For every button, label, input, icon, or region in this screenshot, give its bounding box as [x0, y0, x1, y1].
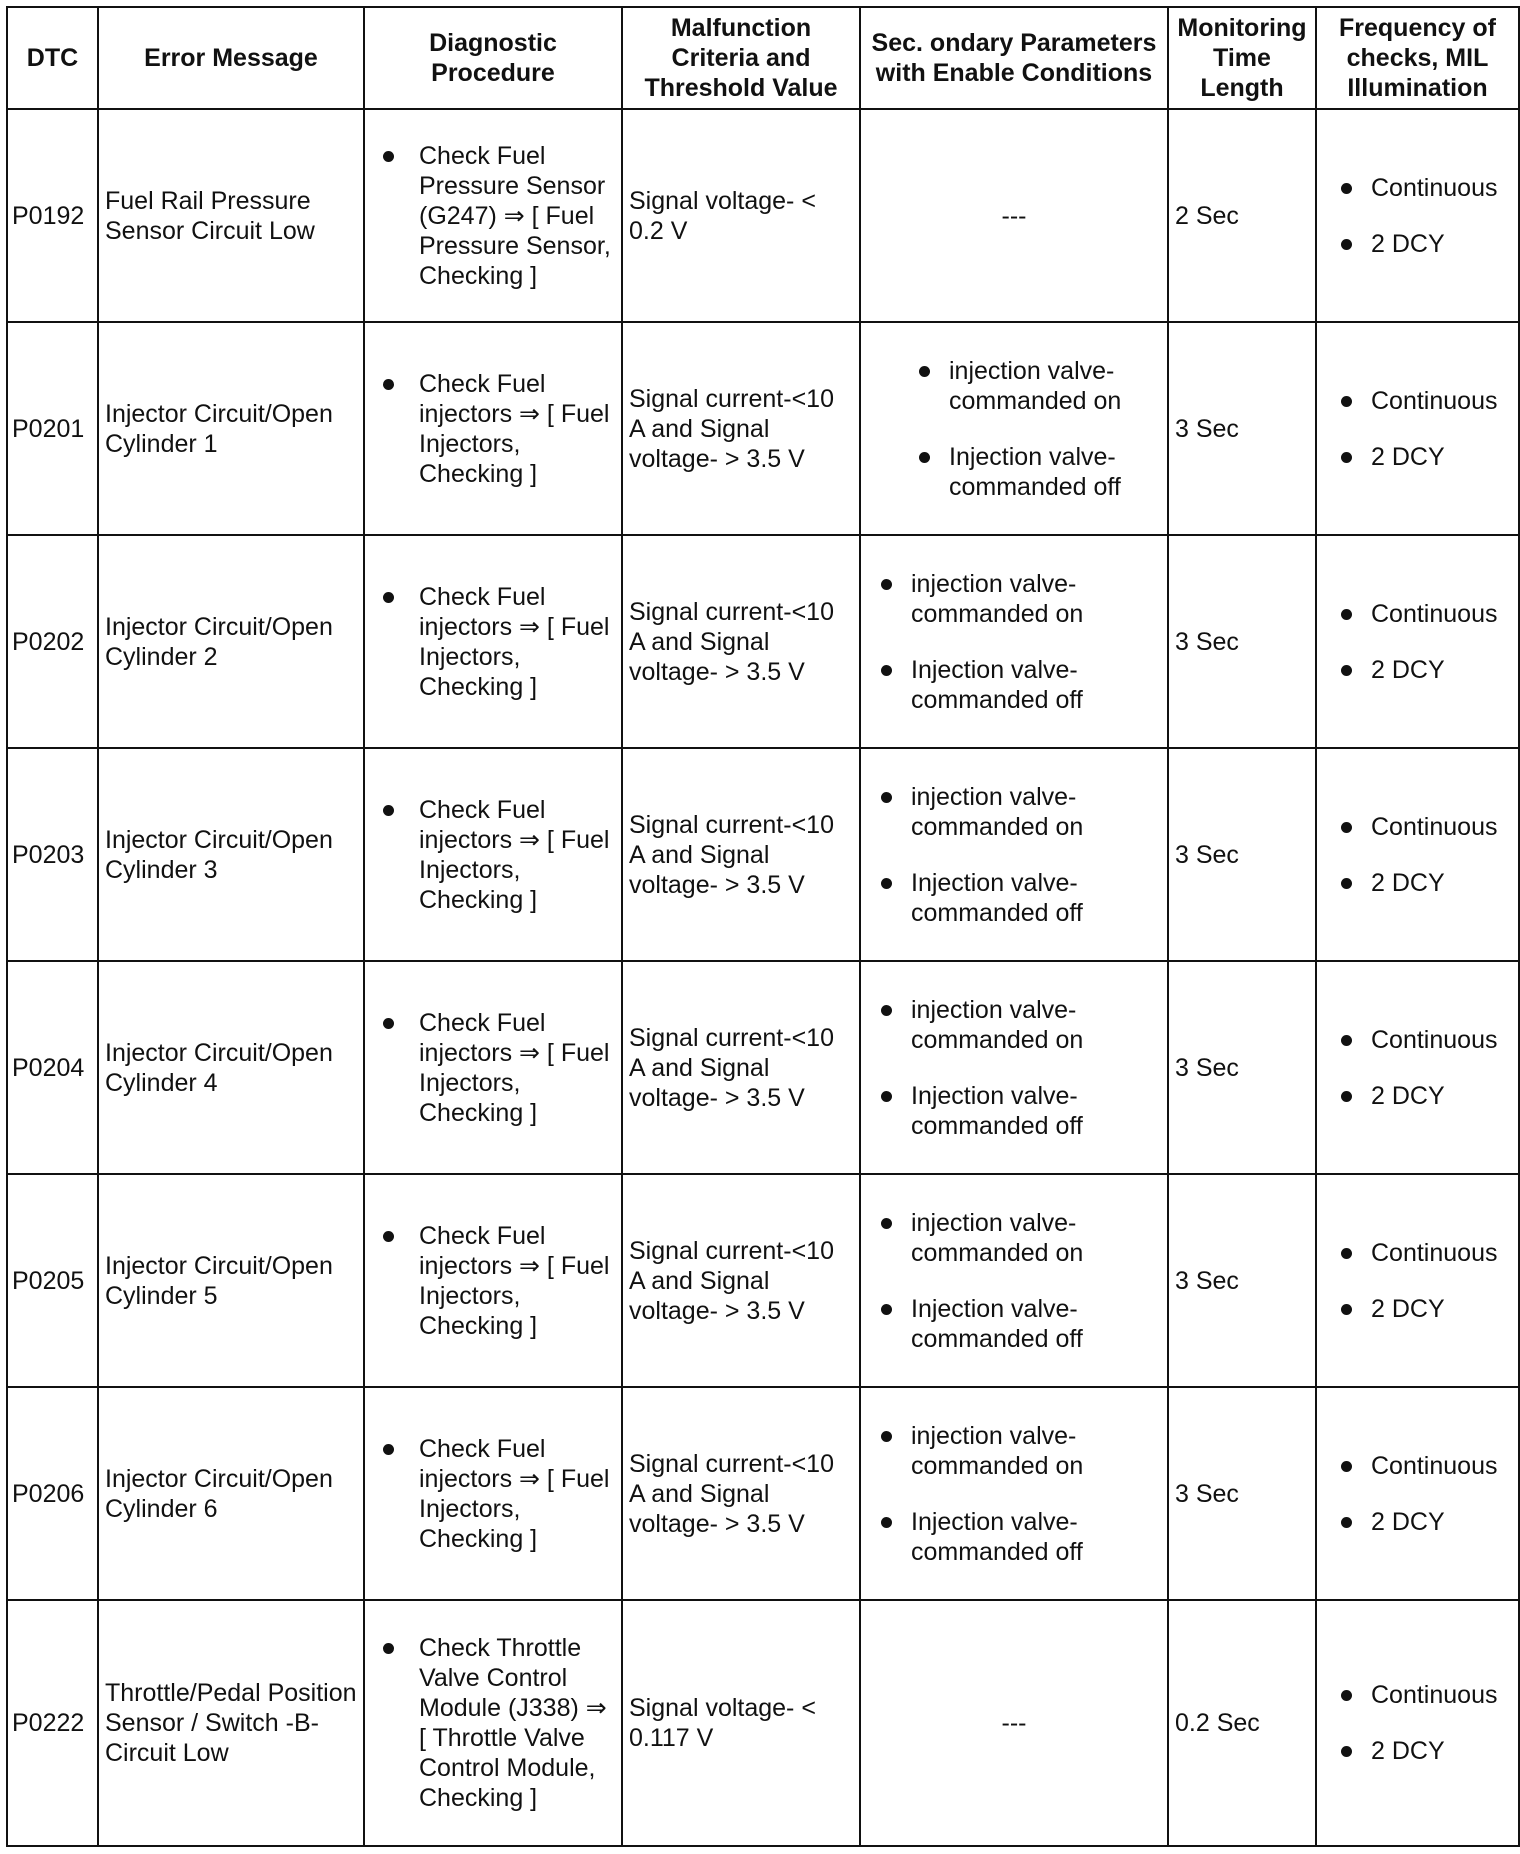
header-frequency: Frequency of checks, MIL Illumination [1316, 7, 1519, 109]
monitoring-time: 0.2 Sec [1168, 1600, 1316, 1846]
diagnostic-procedure [364, 1600, 622, 1846]
table-row [7, 1174, 1519, 1387]
secondary-parameters: --- [860, 109, 1168, 322]
frequency-item: Continuous [1331, 1451, 1512, 1481]
frequency-item: 2 DCY [1331, 1081, 1512, 1111]
error-message: Injector Circuit/Open Cylinder 5 [98, 1174, 364, 1387]
malfunction-criteria: Signal current-<10 A and Signal voltage- > 3.5 V [622, 748, 860, 961]
secondary-parameters [860, 748, 1168, 961]
header-diagnostic-procedure: Diagnostic Procedure [364, 7, 622, 109]
frequency [1316, 535, 1519, 748]
header-row [7, 7, 1519, 109]
diagnostic-procedure [364, 109, 622, 322]
header-monitoring-time: Monitoring Time Length [1168, 7, 1316, 109]
frequency-item: 2 DCY [1331, 1736, 1512, 1766]
frequency [1316, 109, 1519, 322]
header-malfunction-criteria: Malfunction Criteria and Threshold Value [622, 7, 860, 109]
dtc-code: P0222 [7, 1600, 98, 1846]
monitoring-time: 2 Sec [1168, 109, 1316, 322]
monitoring-time: 3 Sec [1168, 1174, 1316, 1387]
table-row [7, 535, 1519, 748]
error-message: Injector Circuit/Open Cylinder 6 [98, 1387, 364, 1600]
error-message: Injector Circuit/Open Cylinder 3 [98, 748, 364, 961]
table-row [7, 748, 1519, 961]
malfunction-criteria: Signal current-<10 A and Signal voltage- > 3.5 V [622, 535, 860, 748]
diagnostic-procedure [364, 535, 622, 748]
monitoring-time: 3 Sec [1168, 961, 1316, 1174]
monitoring-time: 3 Sec [1168, 535, 1316, 748]
secondary-parameters [860, 1387, 1168, 1600]
monitoring-time: 3 Sec [1168, 1387, 1316, 1600]
procedure-item: Check Throttle Valve Control Module (J338) ⇒ [ Throttle Valve Control Module, Checking ] [371, 1633, 615, 1813]
procedure-item: Check Fuel injectors ⇒ [ Fuel Injectors, Checking ] [371, 582, 615, 702]
error-message: Injector Circuit/Open Cylinder 4 [98, 961, 364, 1174]
frequency-item: 2 DCY [1331, 1294, 1512, 1324]
diagnostic-procedure [364, 1387, 622, 1600]
secondary-parameters [860, 961, 1168, 1174]
frequency-item: 2 DCY [1331, 655, 1512, 685]
secondary-parameters: --- [860, 1600, 1168, 1846]
error-message: Injector Circuit/Open Cylinder 2 [98, 535, 364, 748]
error-message: Fuel Rail Pressure Sensor Circuit Low [98, 109, 364, 322]
frequency-item: 2 DCY [1331, 229, 1512, 259]
monitoring-time: 3 Sec [1168, 748, 1316, 961]
frequency-item: Continuous [1331, 386, 1512, 416]
malfunction-criteria: Signal current-<10 A and Signal voltage- > 3.5 V [622, 1174, 860, 1387]
table-row [7, 1387, 1519, 1600]
secondary-item: Injection valve-commanded off [871, 868, 1161, 928]
secondary-item: Injection valve-commanded off [871, 1507, 1161, 1567]
secondary-parameters [860, 535, 1168, 748]
secondary-item: Injection valve-commanded off [871, 655, 1161, 715]
secondary-item: injection valve-commanded on [871, 1208, 1161, 1268]
table-row [7, 1600, 1519, 1846]
header-dtc: DTC [7, 7, 98, 109]
secondary-item: injection valve-commanded on [871, 782, 1161, 842]
table-row [7, 109, 1519, 322]
dtc-table [6, 6, 1520, 1847]
frequency-item: 2 DCY [1331, 1507, 1512, 1537]
frequency [1316, 322, 1519, 535]
frequency-item: Continuous [1331, 812, 1512, 842]
dtc-code: P0201 [7, 322, 98, 535]
secondary-item: injection valve-commanded on [871, 569, 1161, 629]
malfunction-criteria: Signal current-<10 A and Signal voltage- > 3.5 V [622, 1387, 860, 1600]
frequency-item: Continuous [1331, 599, 1512, 629]
table-row [7, 961, 1519, 1174]
monitoring-time: 3 Sec [1168, 322, 1316, 535]
secondary-item: injection valve-commanded on [871, 1421, 1161, 1481]
procedure-item: Check Fuel Pressure Sensor (G247) ⇒ [ Fuel Pressure Sensor, Checking ] [371, 141, 615, 291]
header-secondary-parameters: Sec. ondary Parameters with Enable Conditions [860, 7, 1168, 109]
dtc-code: P0206 [7, 1387, 98, 1600]
frequency [1316, 1600, 1519, 1846]
procedure-item: Check Fuel injectors ⇒ [ Fuel Injectors, Checking ] [371, 1221, 615, 1341]
frequency [1316, 1174, 1519, 1387]
secondary-item: Injection valve-commanded off [871, 1081, 1161, 1141]
secondary-parameters [860, 1174, 1168, 1387]
diagnostic-procedure [364, 322, 622, 535]
frequency-item: 2 DCY [1331, 442, 1512, 472]
dtc-code: P0203 [7, 748, 98, 961]
frequency-item: Continuous [1331, 1238, 1512, 1268]
dtc-code: P0204 [7, 961, 98, 1174]
procedure-item: Check Fuel injectors ⇒ [ Fuel Injectors, Checking ] [371, 1434, 615, 1554]
procedure-item: Check Fuel injectors ⇒ [ Fuel Injectors, Checking ] [371, 1008, 615, 1128]
frequency [1316, 1387, 1519, 1600]
frequency-item: 2 DCY [1331, 868, 1512, 898]
frequency [1316, 748, 1519, 961]
secondary-item: injection valve-commanded on [909, 356, 1161, 416]
error-message: Injector Circuit/Open Cylinder 1 [98, 322, 364, 535]
diagnostic-procedure [364, 961, 622, 1174]
diagnostic-procedure [364, 1174, 622, 1387]
frequency-item: Continuous [1331, 1025, 1512, 1055]
secondary-parameters [860, 322, 1168, 535]
secondary-item: Injection valve-commanded off [871, 1294, 1161, 1354]
error-message: Throttle/Pedal Position Sensor / Switch -B- Circuit Low [98, 1600, 364, 1846]
secondary-item: Injection valve-commanded off [909, 442, 1161, 502]
malfunction-criteria: Signal current-<10 A and Signal voltage- > 3.5 V [622, 961, 860, 1174]
table-row [7, 322, 1519, 535]
header-error-message: Error Message [98, 7, 364, 109]
dtc-code: P0205 [7, 1174, 98, 1387]
frequency [1316, 961, 1519, 1174]
procedure-item: Check Fuel injectors ⇒ [ Fuel Injectors, Checking ] [371, 795, 615, 915]
frequency-item: Continuous [1331, 1680, 1512, 1710]
diagnostic-procedure [364, 748, 622, 961]
malfunction-criteria: Signal voltage- < 0.2 V [622, 109, 860, 322]
frequency-item: Continuous [1331, 173, 1512, 203]
malfunction-criteria: Signal current-<10 A and Signal voltage- > 3.5 V [622, 322, 860, 535]
malfunction-criteria: Signal voltage- < 0.117 V [622, 1600, 860, 1846]
dtc-code: P0192 [7, 109, 98, 322]
dtc-code: P0202 [7, 535, 98, 748]
procedure-item: Check Fuel injectors ⇒ [ Fuel Injectors, Checking ] [371, 369, 615, 489]
secondary-item: injection valve-commanded on [871, 995, 1161, 1055]
